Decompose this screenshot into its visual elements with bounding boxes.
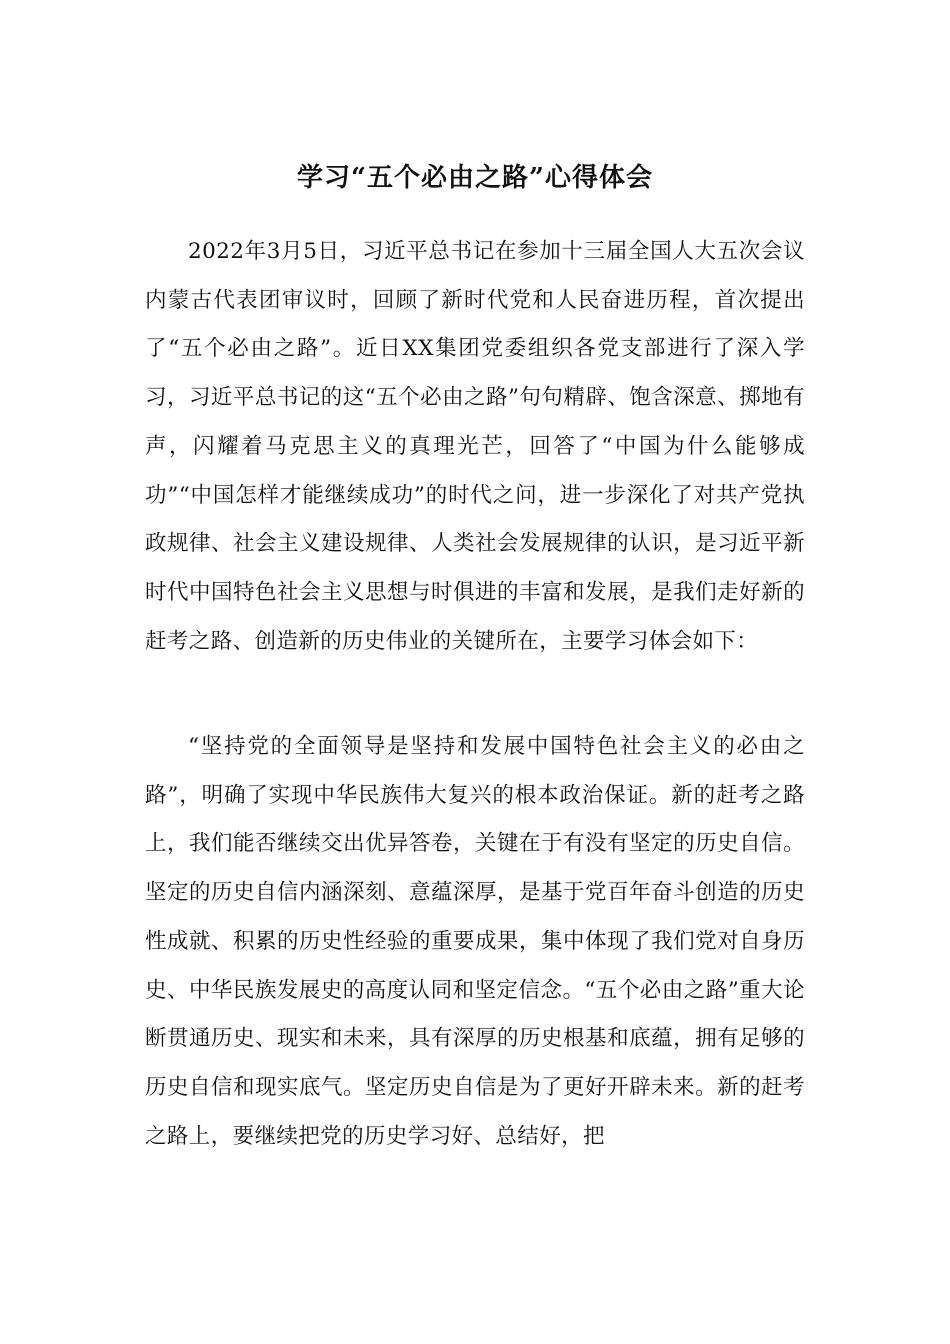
paragraph-intro: 2022年3月5日，习近平总书记在参加十三届全国人大五次会议内蒙古代表团审议时，回顾了新时代党和人民奋进历程，首次提出了“五个必由之路”。近日XX集团党委组织各党支部进行了深入学习，习近平总书记的这“五个必由之路”句句精辟、饱含深意、掷地有声，闪耀着马克思主义的真理光芒，回答了“中国为什么能够成功”“中国怎样才能继续成功”的时代之问，进一步深化了对共产党执政规律、社会主义建设规律、人类社会发展规律的认识，是习近平新时代中国特色社会主义思想与时俱进的丰富和发展，是我们走好新的赶考之路、创造新的历史伟业的关键所在，主要学习体会如下： xyxy=(145,239,805,654)
paragraph-party-leadership: “坚持党的全面领导是坚持和发展中国特色社会主义的必由之路”，明确了实现中华民族伟大复兴的根本政治保证。新的赶考之路上，我们能否继续交出优异答卷，关键在于有没有坚定的历史自信。坚定的历史自信内涵深刻、意蕴深厚，是基于党百年奋斗创造的历史性成就、积累的历史性经验的重要成果，集中体现了我们党对自身历史、中华民族发展史的高度认同和坚定信念。“五个必由之路”重大论断贯通历史、现实和未来，具有深厚的历史根基和底蕴，拥有足够的历史自信和现实底气。坚定历史自信是为了更好开辟未来。新的赶考之路上，要继续把党的历史学习好、总结好，把 xyxy=(145,734,805,1149)
document-title: 学习“五个必由之路”心得体会 xyxy=(297,163,653,193)
